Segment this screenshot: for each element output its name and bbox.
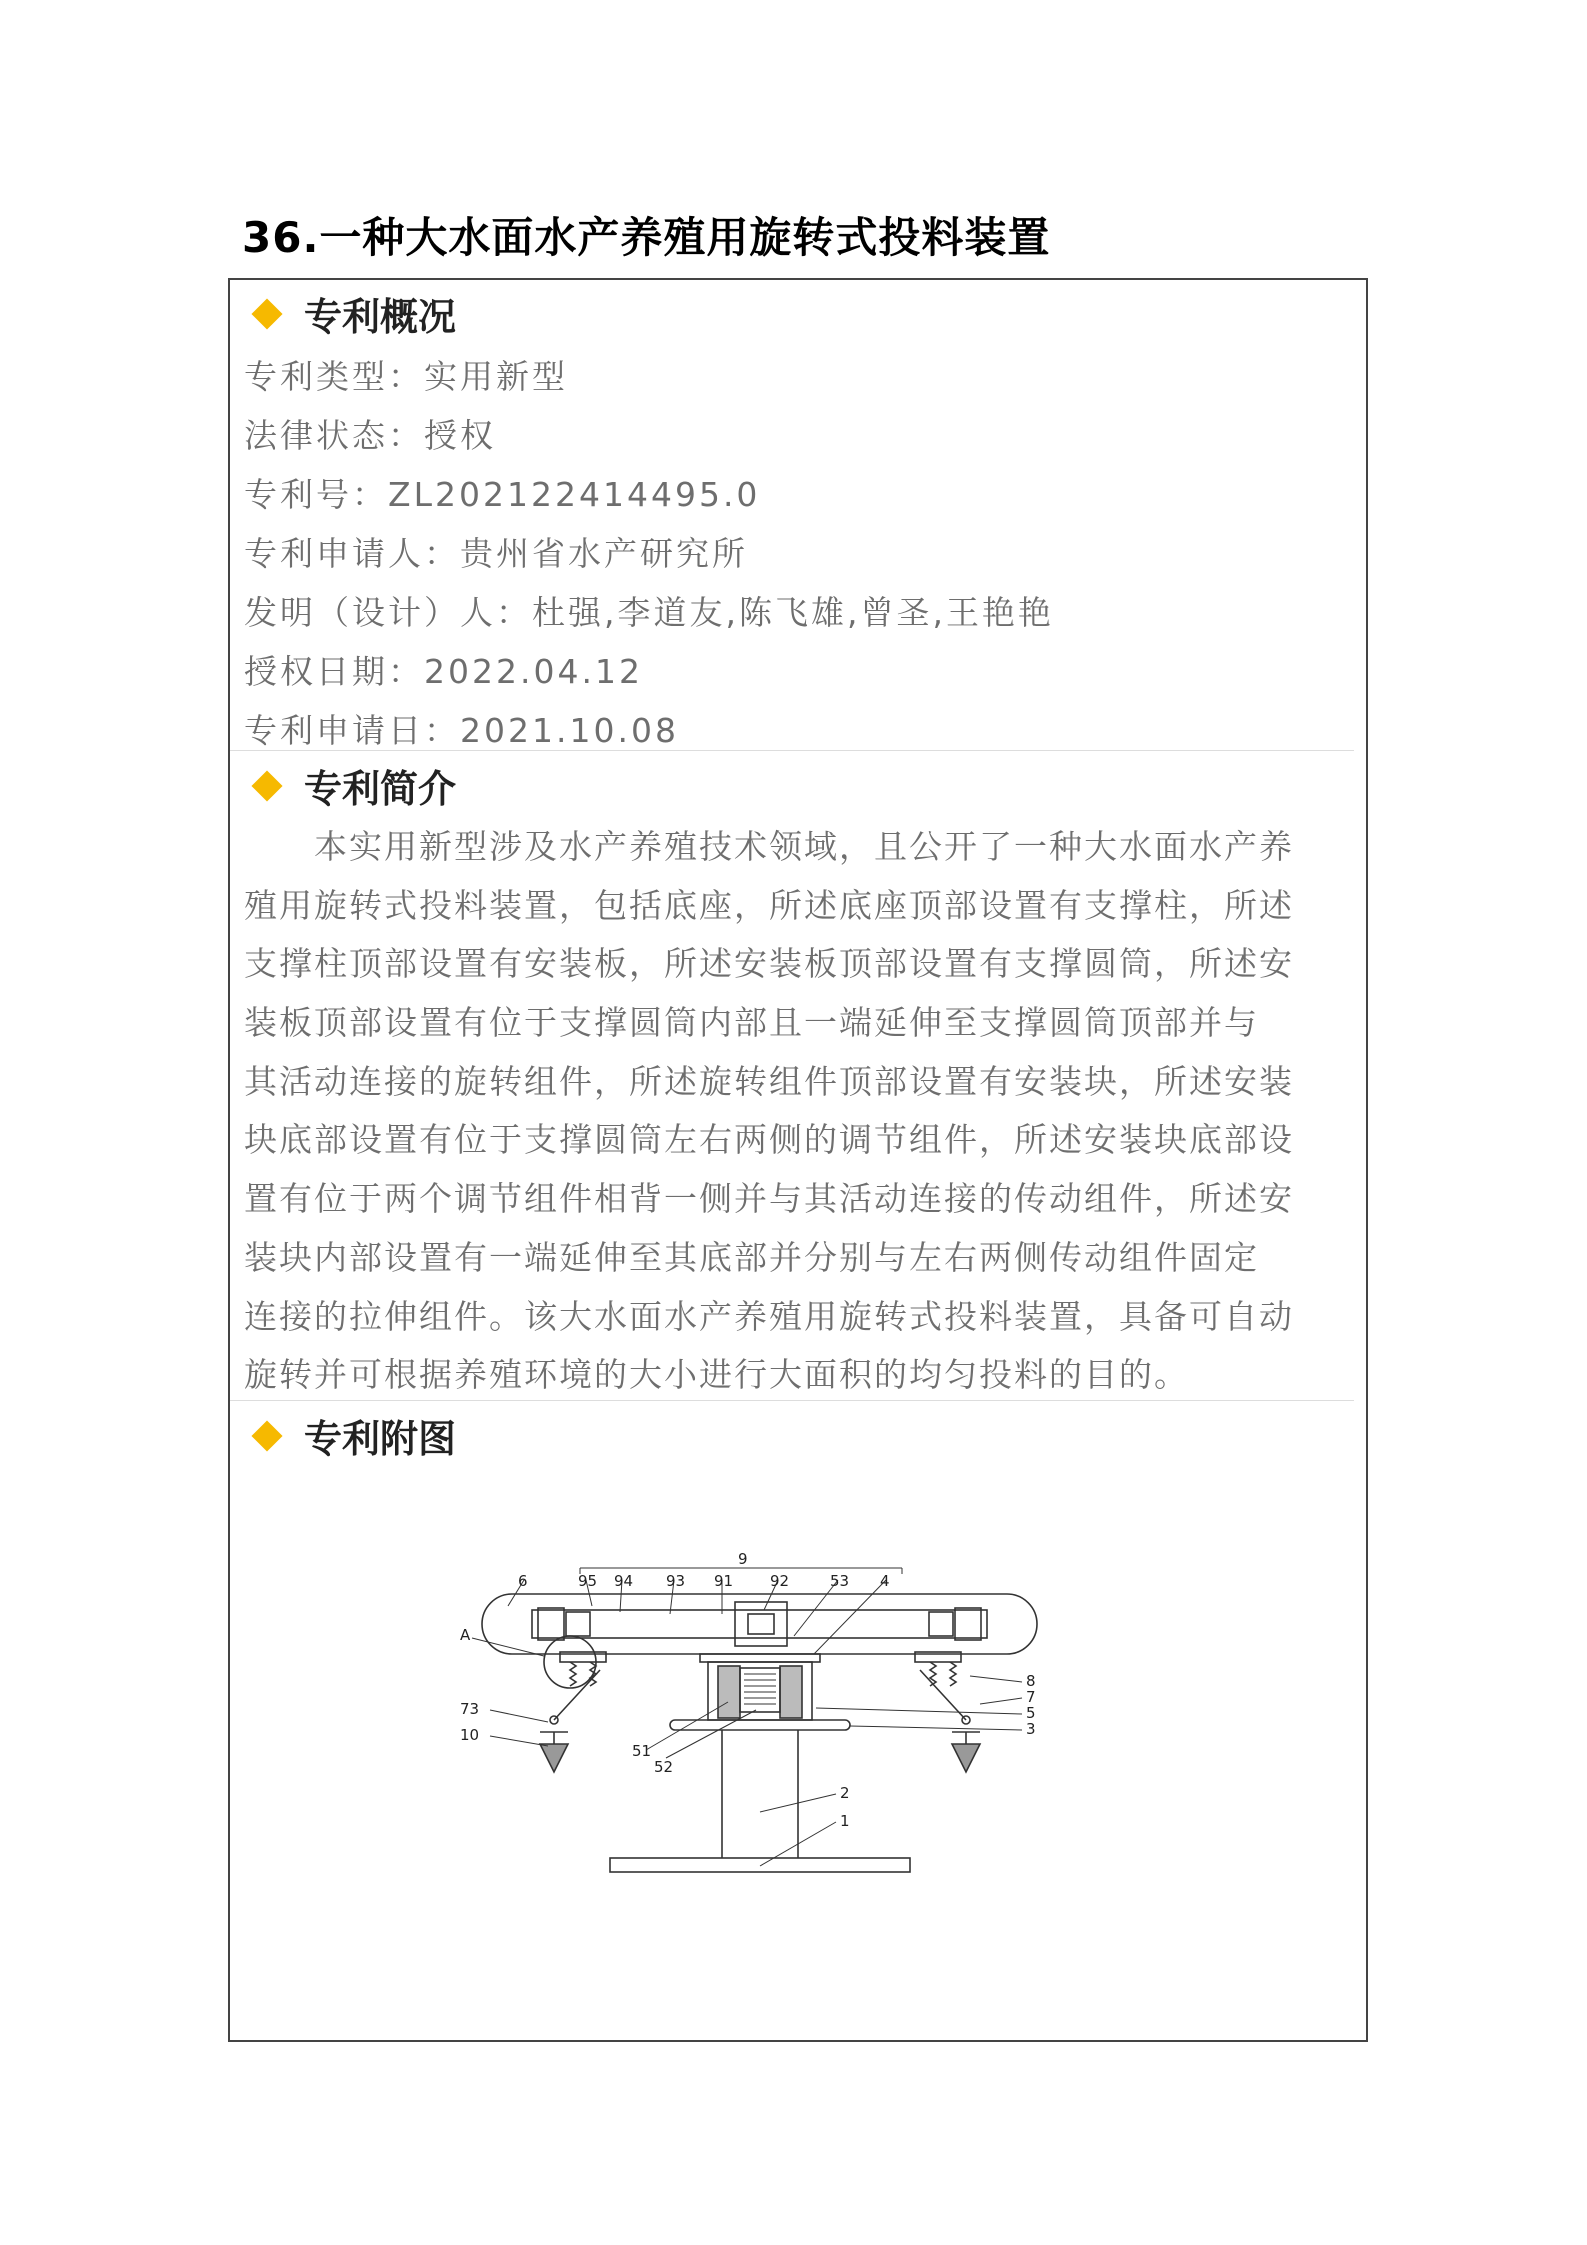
applicant: 专利申请人：贵州省水产研究所 <box>244 534 748 573</box>
label-94: 94 <box>614 1572 634 1590</box>
label-8: 8 <box>1026 1672 1036 1690</box>
spring-block-right <box>955 1608 981 1640</box>
label-6: 6 <box>518 1572 528 1590</box>
link-left <box>554 1670 600 1720</box>
patent-number: 专利号：ZL202122414495.0 <box>244 475 761 514</box>
label-51: 51 <box>632 1742 652 1760</box>
leader-line <box>646 1702 728 1750</box>
leader-line <box>490 1710 548 1722</box>
label-53: 53 <box>830 1572 850 1590</box>
leader-line <box>850 1726 1022 1730</box>
summary-line: 块底部设置有位于支撑圆筒左右两侧的调节组件，所述安装块底部设 <box>244 1120 1294 1160</box>
cylinder-wall-right <box>780 1666 802 1718</box>
cylinder-right <box>929 1612 953 1636</box>
cylinder-left <box>566 1612 590 1636</box>
label-7: 7 <box>1026 1688 1036 1706</box>
leader-line <box>814 1580 886 1654</box>
rotation-assembly <box>740 1668 780 1712</box>
patent-type: 专利类型：实用新型 <box>244 357 568 396</box>
center-motor-box <box>735 1602 787 1646</box>
label-95: 95 <box>578 1572 598 1590</box>
summary-line: 置有位于两个调节组件相背一侧并与其活动连接的传动组件，所述安 <box>244 1179 1294 1219</box>
summary-line: 殖用旋转式投料装置，包括底座，所述底座顶部设置有支撑柱，所述 <box>244 885 1294 925</box>
feeder-cone-right <box>952 1744 980 1772</box>
summary-line: 装块内部设置有一端延伸至其底部并分别与左右两侧传动组件固定 <box>244 1237 1259 1277</box>
summary-line: 连接的拉伸组件。该大水面水产养殖用旋转式投料装置，具备可自动 <box>244 1296 1294 1336</box>
divider <box>230 1400 1354 1401</box>
document-title: 36.一种大水面水产养殖用旋转式投料装置 <box>242 213 1051 262</box>
diamond-bullet-icon <box>251 298 282 329</box>
leader-line <box>490 1736 548 1746</box>
label-1: 1 <box>840 1812 850 1830</box>
cylinder-cap <box>700 1654 820 1662</box>
summary-heading-text: 专利简介 <box>304 767 457 811</box>
label-2: 2 <box>840 1784 850 1802</box>
summary-line: 装板顶部设置有位于支撑圆筒内部且一端延伸至支撑圆筒顶部并与 <box>244 1003 1259 1043</box>
cylinder-wall-left <box>718 1666 740 1718</box>
summary-line: 旋转并可根据养殖环境的大小进行大面积的均匀投料的目的。 <box>244 1355 1189 1395</box>
center-motor <box>748 1614 774 1634</box>
spring-right <box>930 1662 956 1686</box>
section-drawing-heading <box>248 1408 456 1463</box>
feeder-hanger-right <box>952 1732 980 1744</box>
spring-block-left <box>538 1608 564 1640</box>
summary-paragraph <box>244 818 1356 1405</box>
divider <box>230 750 1354 751</box>
label-10: 10 <box>460 1726 480 1744</box>
label-92: 92 <box>770 1572 790 1590</box>
summary-line: 其活动连接的旋转组件，所述旋转组件顶部设置有安装块，所述安装 <box>244 1061 1294 1101</box>
leader-line <box>970 1676 1022 1682</box>
diamond-bullet-icon <box>251 1420 282 1451</box>
label-52: 52 <box>654 1758 674 1776</box>
grant-date: 授权日期：2022.04.12 <box>244 652 643 691</box>
legal-status: 法律状态：授权 <box>244 416 496 455</box>
rotation-gear-lines <box>744 1674 776 1704</box>
drawing-heading-text: 专利附图 <box>304 1417 457 1461</box>
label-91: 91 <box>714 1572 734 1590</box>
leader-line <box>666 1710 756 1758</box>
label-A: A <box>460 1626 471 1644</box>
summary-line: 支撑柱顶部设置有安装板，所述安装板顶部设置有支撑圆筒，所述安 <box>244 944 1294 984</box>
patent-info-table <box>228 278 1368 2042</box>
feeder-cone-left <box>540 1744 568 1772</box>
mounting-plate <box>670 1720 850 1730</box>
application-date: 专利申请日：2021.10.08 <box>244 711 679 750</box>
spring-left <box>570 1662 596 1686</box>
section-overview-heading <box>248 286 456 341</box>
label-4: 4 <box>880 1572 890 1590</box>
overview-heading-text: 专利概况 <box>304 295 457 339</box>
leader-line <box>980 1698 1022 1704</box>
label-73: 73 <box>460 1700 480 1718</box>
label-5: 5 <box>1026 1704 1036 1722</box>
inventors: 发明（设计）人：杜强,李道友,陈飞雄,曾圣,王艳艳 <box>244 593 1054 632</box>
label-9: 9 <box>738 1550 748 1568</box>
leader-line <box>816 1708 1022 1714</box>
patent-drawing <box>460 1540 1080 1900</box>
diamond-bullet-icon <box>251 770 282 801</box>
feeder-hanger-left <box>540 1732 568 1744</box>
base <box>610 1858 910 1872</box>
label-3: 3 <box>1026 1720 1036 1738</box>
summary-line: 本实用新型涉及水产养殖技术领域，且公开了一种大水面水产养 <box>244 827 1294 866</box>
label-93: 93 <box>666 1572 686 1590</box>
section-summary-heading <box>248 758 456 813</box>
